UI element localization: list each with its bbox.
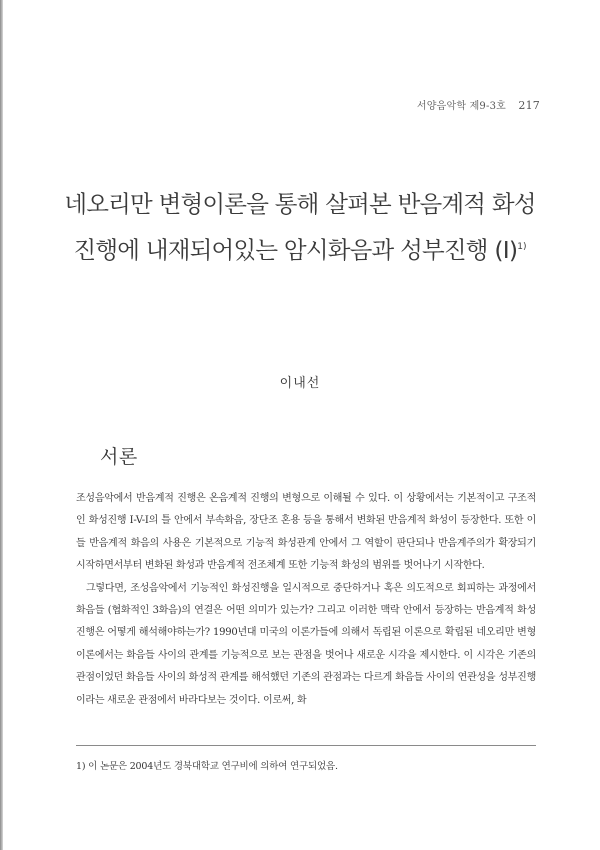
title-line-2-text: 진행에 내재되어있는 암시화음과 성부진행 (I)	[73, 235, 518, 264]
journal-name: 서양음악학 제9-3호	[416, 101, 506, 112]
author-name: 이내선	[279, 376, 321, 391]
footnote: 1) 이 논문은 2004년도 경북대학교 연구비에 의하여 연구되었음.	[76, 761, 338, 772]
body-text	[76, 488, 536, 712]
page-number: 217	[518, 99, 540, 112]
footnote-divider	[76, 745, 536, 746]
section-heading-introduction: 서론	[100, 446, 138, 468]
paragraph-2: 그렇다면, 조성음악에서 기능적인 화성진행을 일시적으로 중단하거나 혹은 의도적으로 회피하는 과정에서 화음들 (협화적인 3화음)의 연결은 어떤 의미가 있는가? 그리고 이러한 맥락 안에서 등장하는 반음계적 화성진행은 어떻게 해석해야하는가? 1990년대 미국의 이론가들에 의해서 독립된 이론으로 확립된 네오리만 변형이론에서는 화음들 사이의 관계를 기능적으로 보는 관점을 벗어나 새로운 시각을 제시한다. 이 시각은 기존의 관점이었던 화음들 사이의 화성적 관계를 해석했던 기존의 관점과는 다르게 화음들 사이의 연관성을 성부진행이라는 새로운 관점에서 바라다보는 것이다. 이로써, 화	[76, 582, 536, 706]
title-footnote-mark: 1)	[517, 242, 527, 252]
page-edge-shadow	[0, 0, 3, 850]
paragraph-1: 조성음악에서 반음계적 진행은 온음계적 진행의 변형으로 이해될 수 있다. 이 상황에서는 기본적이고 구조적인 화성진행 I-V-I의 틀 안에서 부속화음, 장단조 혼용 등을 통해서 변화된 반음계적 화성이 등장한다. 또한 이들 반음계적 화음의 사용은 기본적으로 기능적 화성관계 안에서 그 역할이 판단되나 반음계주의가 확장되기 시작하면서부터 변화된 화성과 반음계적 전조체계 또한 기능적 화성의 범위를 벗어나기 시작한다.	[76, 493, 536, 572]
running-head	[417, 97, 540, 112]
article-title	[30, 183, 570, 272]
title-line-2	[30, 226, 570, 272]
title-line-1: 네오리만 변형이론을 통해 살펴본 반음계적 화성	[64, 190, 536, 218]
